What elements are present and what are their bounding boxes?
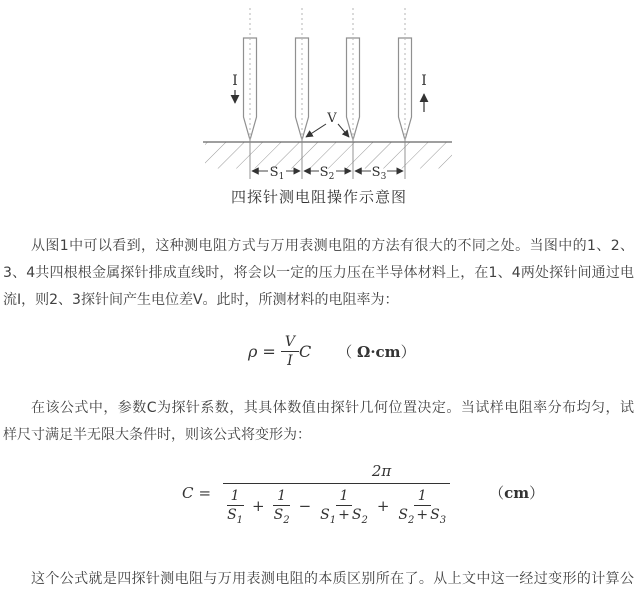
fraction-numerator: 1 bbox=[414, 488, 431, 506]
unit-value: Ω·cm bbox=[356, 343, 401, 362]
fraction-1-over-s1-plus-s2 bbox=[316, 488, 372, 526]
formula-probe-coefficient bbox=[182, 462, 545, 526]
fraction-v-over-i bbox=[281, 334, 299, 369]
spacing-label-s3: $S_3$ bbox=[371, 165, 387, 182]
minus-sign: − bbox=[298, 496, 312, 515]
spacing-label-s2: $S_2$ bbox=[319, 165, 335, 182]
paragraph-1 bbox=[3, 233, 634, 314]
unit-value: cm bbox=[504, 484, 530, 503]
voltage-arrow-left-icon bbox=[306, 124, 326, 137]
fraction-denominator: $S_1$ bbox=[227, 507, 244, 526]
paragraph-2 bbox=[3, 395, 634, 449]
unit-open-paren: （ bbox=[489, 484, 505, 503]
fraction-numerator: 1 bbox=[336, 488, 353, 506]
main-denominator bbox=[223, 483, 450, 526]
voltage-label: V bbox=[327, 111, 337, 126]
fraction-1-over-s2 bbox=[270, 488, 294, 526]
fraction-denominator: $S_2 + S_3$ bbox=[398, 507, 447, 526]
diagram-caption: 四探针测电阻操作示意图 bbox=[230, 188, 407, 206]
text-line: 流I，则2、3探针间产生电位差V。此时，所测材料的电阻率为： bbox=[3, 292, 399, 308]
fraction-denominator: $S_2$ bbox=[273, 507, 290, 526]
fraction-1-over-s2-plus-s3 bbox=[394, 488, 450, 526]
fraction-numerator: 1 bbox=[227, 488, 244, 506]
text-line: 3、4共四根根金属探针排成直线时，将会以一定的压力压在半导体材料上，在1、4两处探针间通过电 bbox=[3, 265, 634, 281]
coefficient-c: C bbox=[298, 342, 312, 362]
text-line: 从图1中可以看到，这种测电阻方式与万用表测电阻的方法有很大的不同之处。当图中的1、2、 bbox=[31, 238, 634, 254]
equals-sign: = bbox=[262, 342, 276, 362]
formula-lhs: ρ bbox=[248, 342, 258, 362]
equals-sign: = bbox=[198, 483, 212, 502]
unit-open-paren: （ bbox=[337, 343, 357, 362]
main-numerator: 2π bbox=[371, 462, 392, 480]
four-probe-diagram bbox=[0, 0, 638, 215]
main-fraction bbox=[223, 462, 450, 526]
current-label-left: I bbox=[232, 73, 238, 89]
fraction-1-over-s1 bbox=[223, 488, 247, 526]
plus-sign: + bbox=[252, 496, 265, 515]
fraction-denominator: I bbox=[287, 353, 293, 370]
text-line: 样尺寸满足半无限大条件时，则该公式将变形为： bbox=[3, 427, 311, 443]
text-line: 在该公式中，参数C为探针系数，其具体数值由探针几何位置决定。当试样电阻率分布均匀，试 bbox=[31, 400, 634, 416]
formula-resistivity bbox=[248, 334, 416, 369]
current-label-right: I bbox=[421, 73, 427, 89]
plus-sign: + bbox=[376, 496, 390, 515]
unit-close-paren: ） bbox=[400, 343, 416, 362]
fraction-numerator: 1 bbox=[273, 488, 290, 506]
unit-close-paren: ） bbox=[529, 484, 545, 503]
voltage-arrow-right-icon bbox=[338, 124, 349, 137]
fraction-denominator: $S_1 + S_2$ bbox=[320, 507, 368, 526]
unit-ohm-cm bbox=[337, 341, 415, 362]
spacing-label-s1: $S_1$ bbox=[269, 165, 285, 182]
formula-lhs: C bbox=[182, 483, 194, 502]
fraction-numerator: V bbox=[281, 334, 299, 352]
text-line: 这个公式就是四探针测电阻与万用表测电阻的本质区别所在了。从上文中这一经过变形的计算公 bbox=[31, 571, 634, 587]
unit-cm bbox=[489, 482, 544, 503]
paragraph-3 bbox=[3, 566, 634, 593]
